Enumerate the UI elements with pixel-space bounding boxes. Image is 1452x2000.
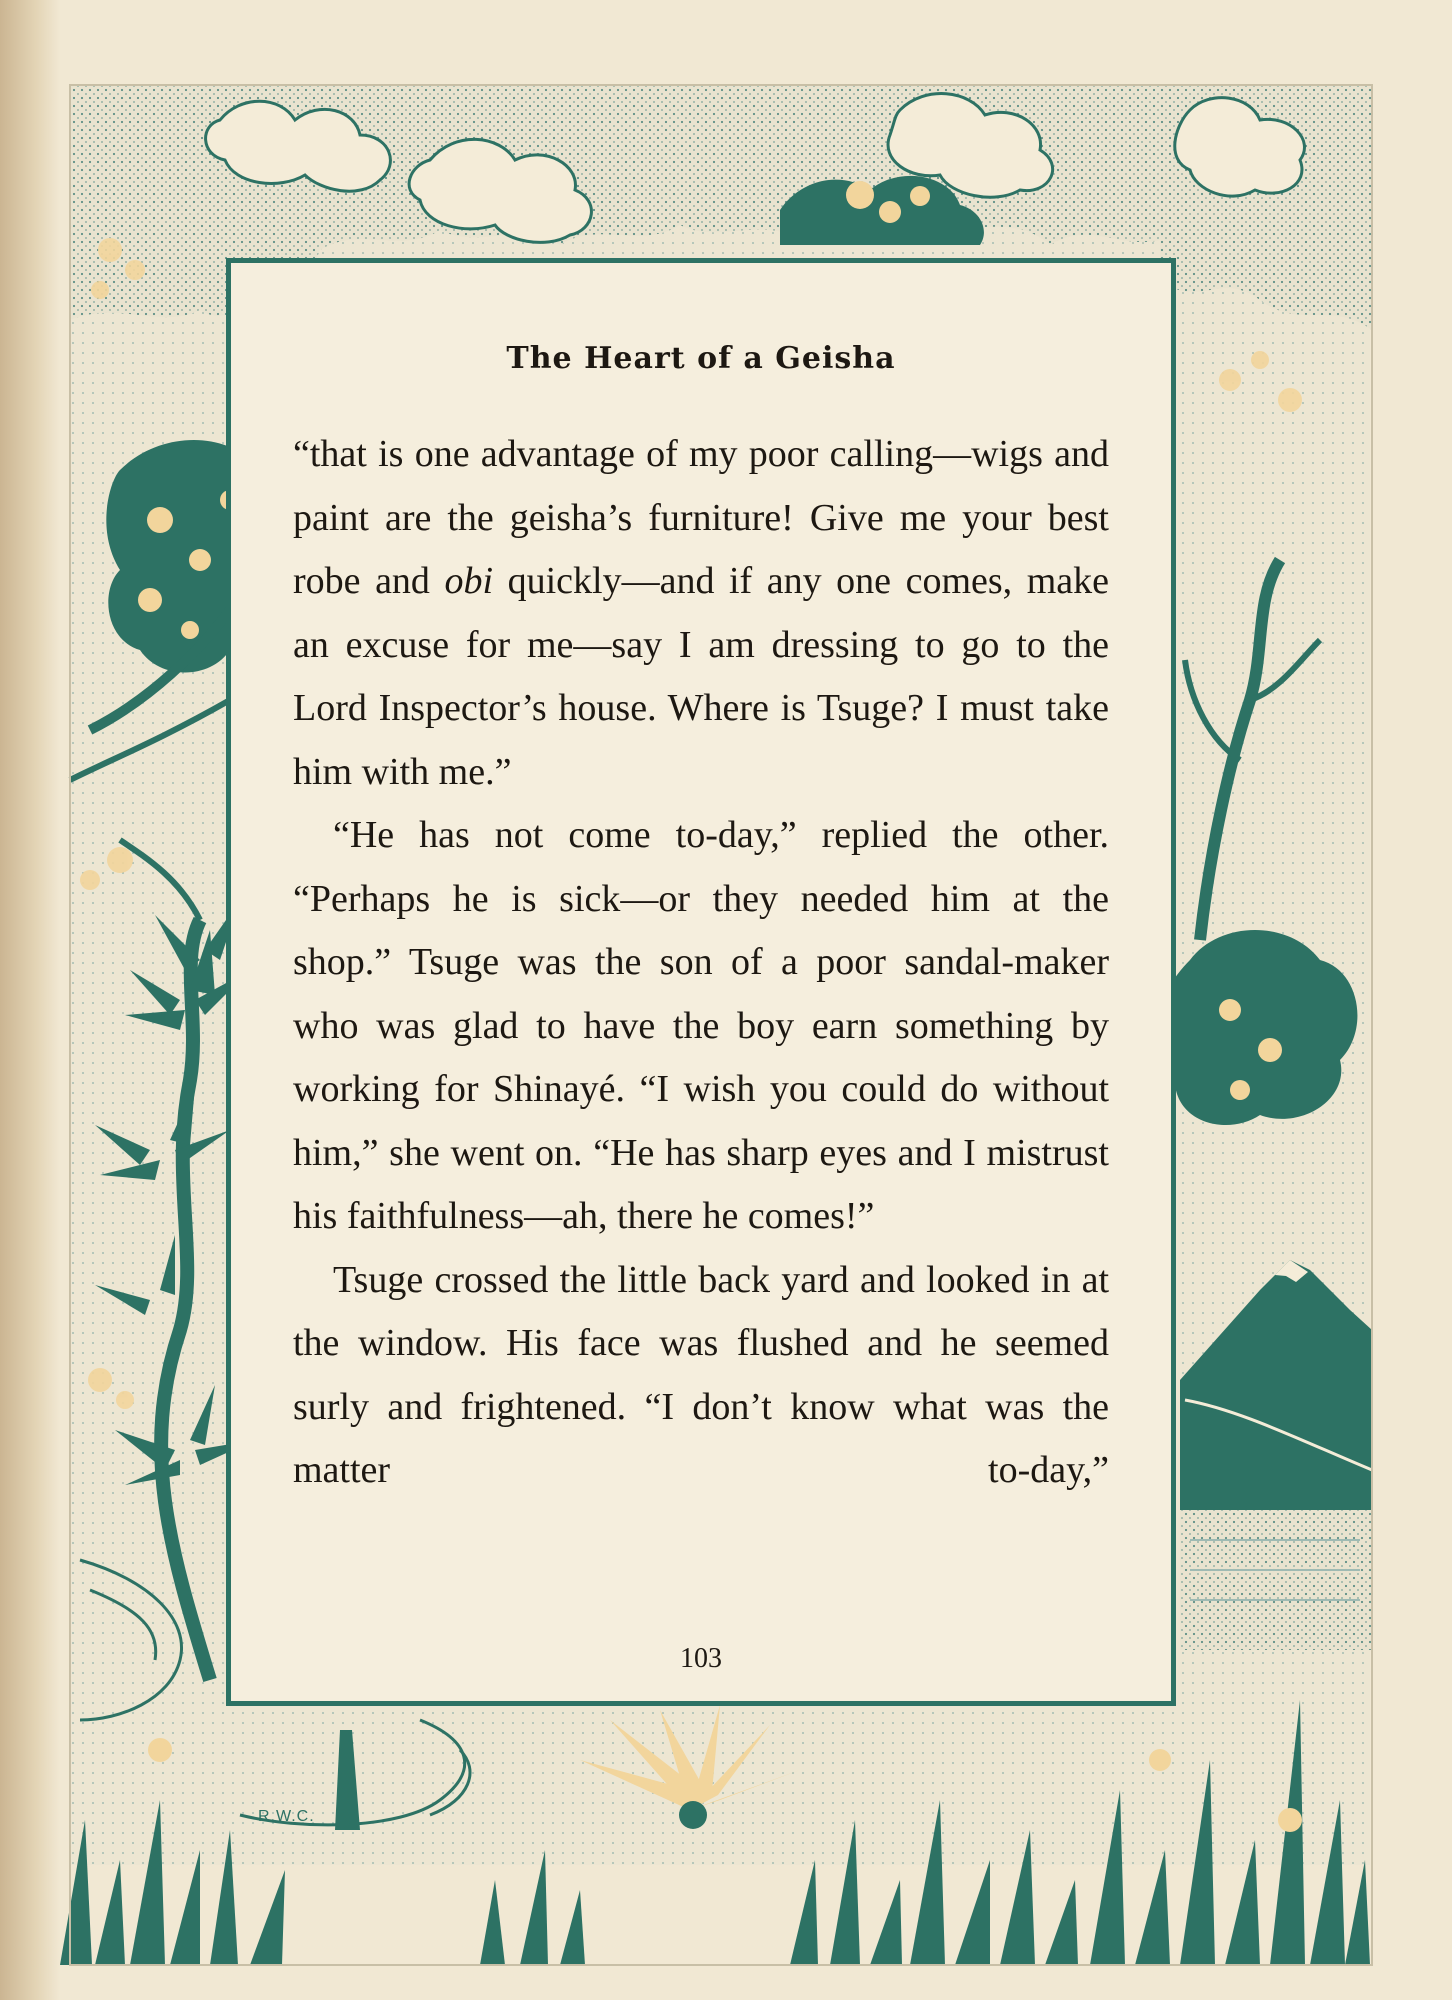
paragraph: “that is one advantage of my poor calling—wigs and paint are the geisha’s furniture! Give me your best robe and obi quickly—and if any one comes, make an excuse for me—say I am dressing to go to the Lord Inspector’s house. Where is Tsuge? I must take him with me.” <box>293 433 1109 793</box>
paragraph: “He has not come to-day,” replied the other. “Perhaps he is sick—or they needed him at the shop.” Tsuge was the son of a poor sandal-maker who was glad to have the boy earn something by working for Shinayé. “I wish you could do without him,” she went on. “He has sharp eyes and I mistrust his faithfulness—ah, there he comes!” <box>293 814 1109 1237</box>
illustrator-signature: R.W.C. <box>258 1808 315 1825</box>
page-number: 103 <box>680 1643 722 1674</box>
body-text <box>293 423 1109 1503</box>
text-panel <box>226 258 1176 1706</box>
running-head: The Heart of a Geisha <box>506 341 896 376</box>
paragraph: Tsuge crossed the little back yard and looked in at the window. His face was flushed and he seemed surly and frightened. “I don’t know what was the matter to-day,” <box>293 1258 1109 1491</box>
italic-word: obi <box>444 560 494 602</box>
